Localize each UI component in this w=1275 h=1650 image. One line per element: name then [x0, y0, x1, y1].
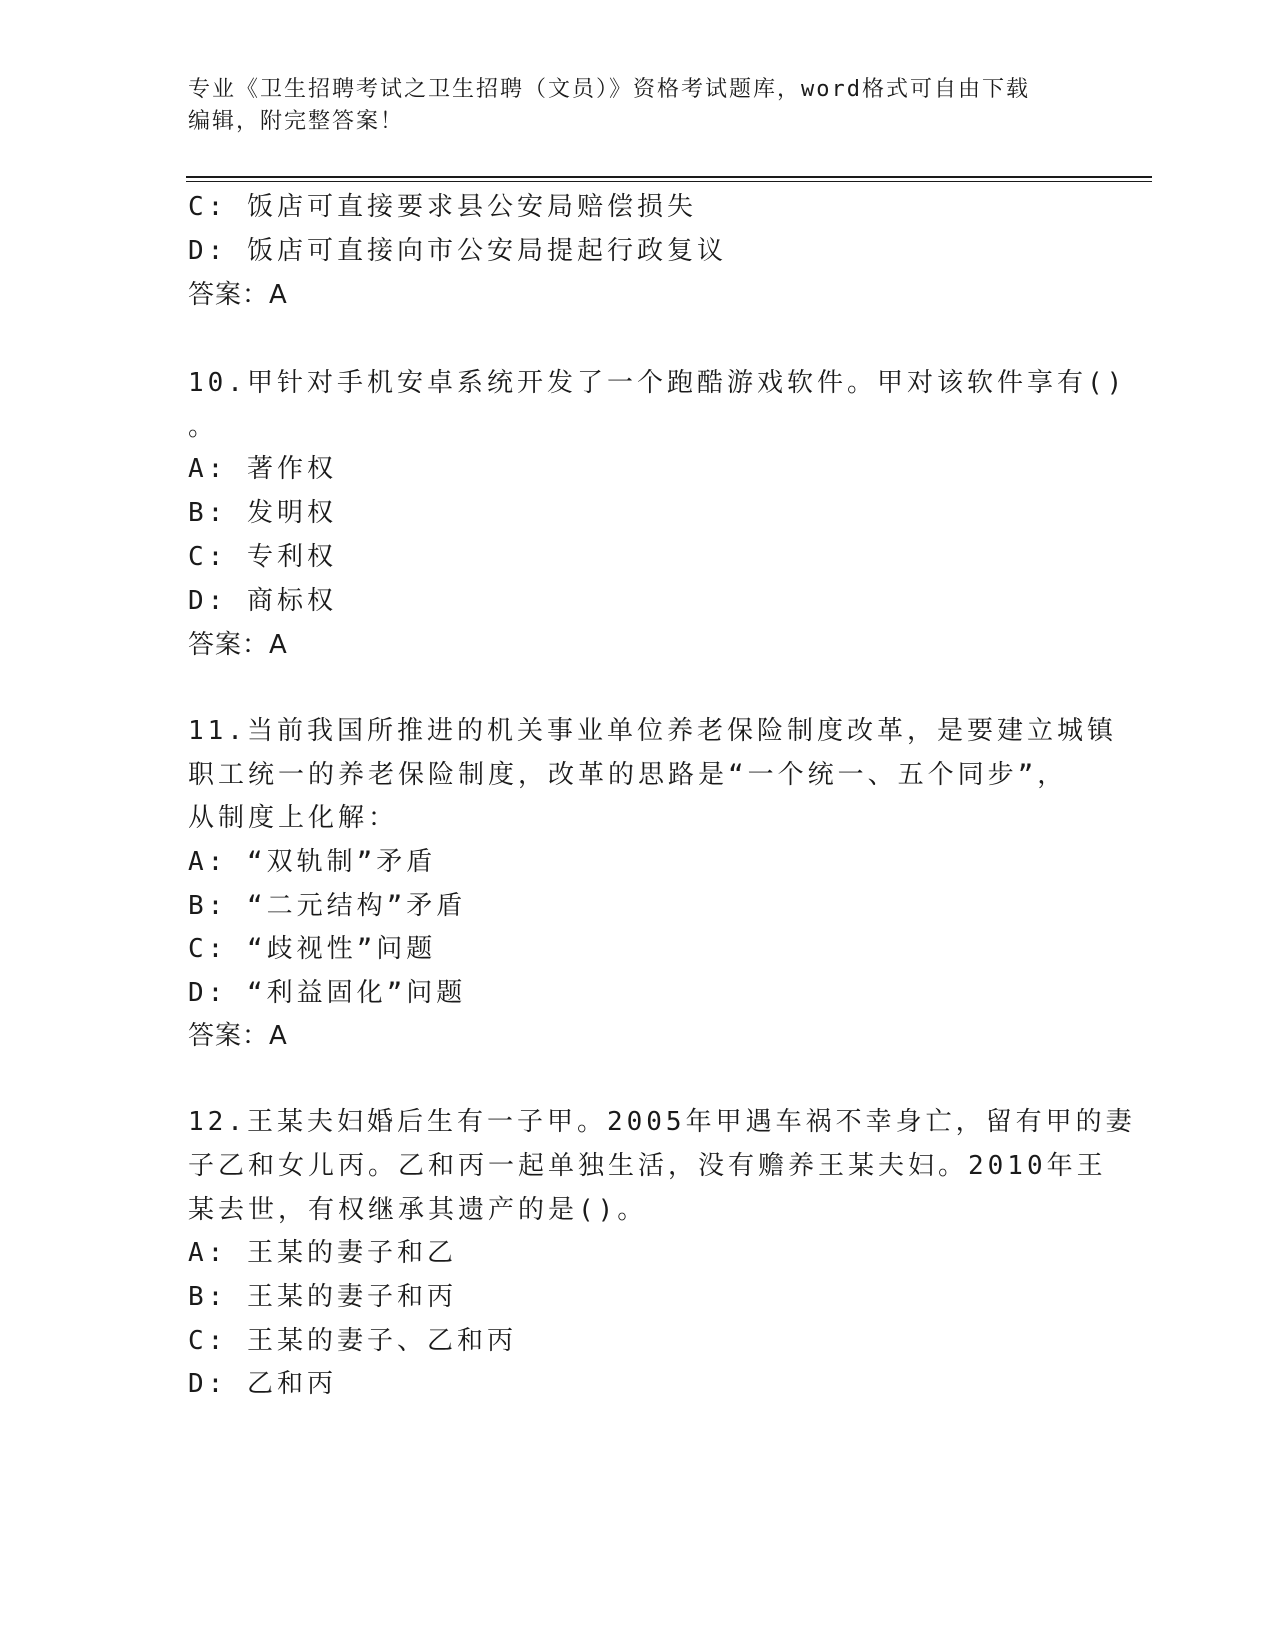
q10-option-c: C: 专利权	[188, 542, 337, 572]
q11-option-b: B: “二元结构”矛盾	[188, 891, 467, 921]
q12-option-b: B: 王某的妻子和丙	[188, 1282, 457, 1312]
q11-stem-line-1: 11.当前我国所推进的机关事业单位养老保险制度改革，是要建立城镇	[188, 716, 1117, 746]
q10-stem-line-2: 。	[188, 412, 219, 442]
q12-stem-line-2: 子乙和女儿丙。乙和丙一起单独生活，没有赡养王某夫妇。2010年王	[188, 1151, 1107, 1181]
header-divider-thin	[186, 181, 1152, 182]
q10-answer: 答案：A	[188, 630, 288, 660]
q12-stem-line-1: 12.王某夫妇婚后生有一子甲。2005年甲遇车祸不幸身亡，留有甲的妻	[188, 1107, 1136, 1137]
q11-stem-line-3: 从制度上化解：	[188, 803, 399, 833]
q9-option-d: D: 饭店可直接向市公安局提起行政复议	[188, 236, 727, 266]
page-header	[188, 74, 1068, 138]
q10-option-b: B: 发明权	[188, 498, 337, 528]
q11-option-a: A: “双轨制”矛盾	[188, 847, 437, 877]
q12-option-a: A: 王某的妻子和乙	[188, 1238, 457, 1268]
q12-option-d: D: 乙和丙	[188, 1369, 337, 1399]
q11-option-d: D: “利益固化”问题	[188, 978, 467, 1008]
header-title-line-1: 专业《卫生招聘考试之卫生招聘（文员）》资格考试题库，word格式可自由下载	[188, 77, 1030, 102]
q10-option-d: D: 商标权	[188, 586, 337, 616]
q12-stem-line-3: 某去世，有权继承其遗产的是()。	[188, 1195, 648, 1225]
header-title-line-2: 编辑，附完整答案！	[188, 109, 405, 134]
q11-answer: 答案：A	[188, 1021, 288, 1051]
q10-option-a: A: 著作权	[188, 454, 337, 484]
header-divider-thick	[186, 176, 1152, 178]
q12-option-c: C: 王某的妻子、乙和丙	[188, 1326, 517, 1356]
q10-stem-line-1: 10.甲针对手机安卓系统开发了一个跑酷游戏软件。甲对该软件享有()	[188, 368, 1127, 398]
q9-option-c: C: 饭店可直接要求县公安局赔偿损失	[188, 192, 697, 222]
q11-option-c: C: “歧视性”问题	[188, 934, 437, 964]
q11-stem-line-2: 职工统一的养老保险制度，改革的思路是“一个统一、五个同步”，	[188, 760, 1068, 790]
q9-answer: 答案：A	[188, 280, 288, 310]
